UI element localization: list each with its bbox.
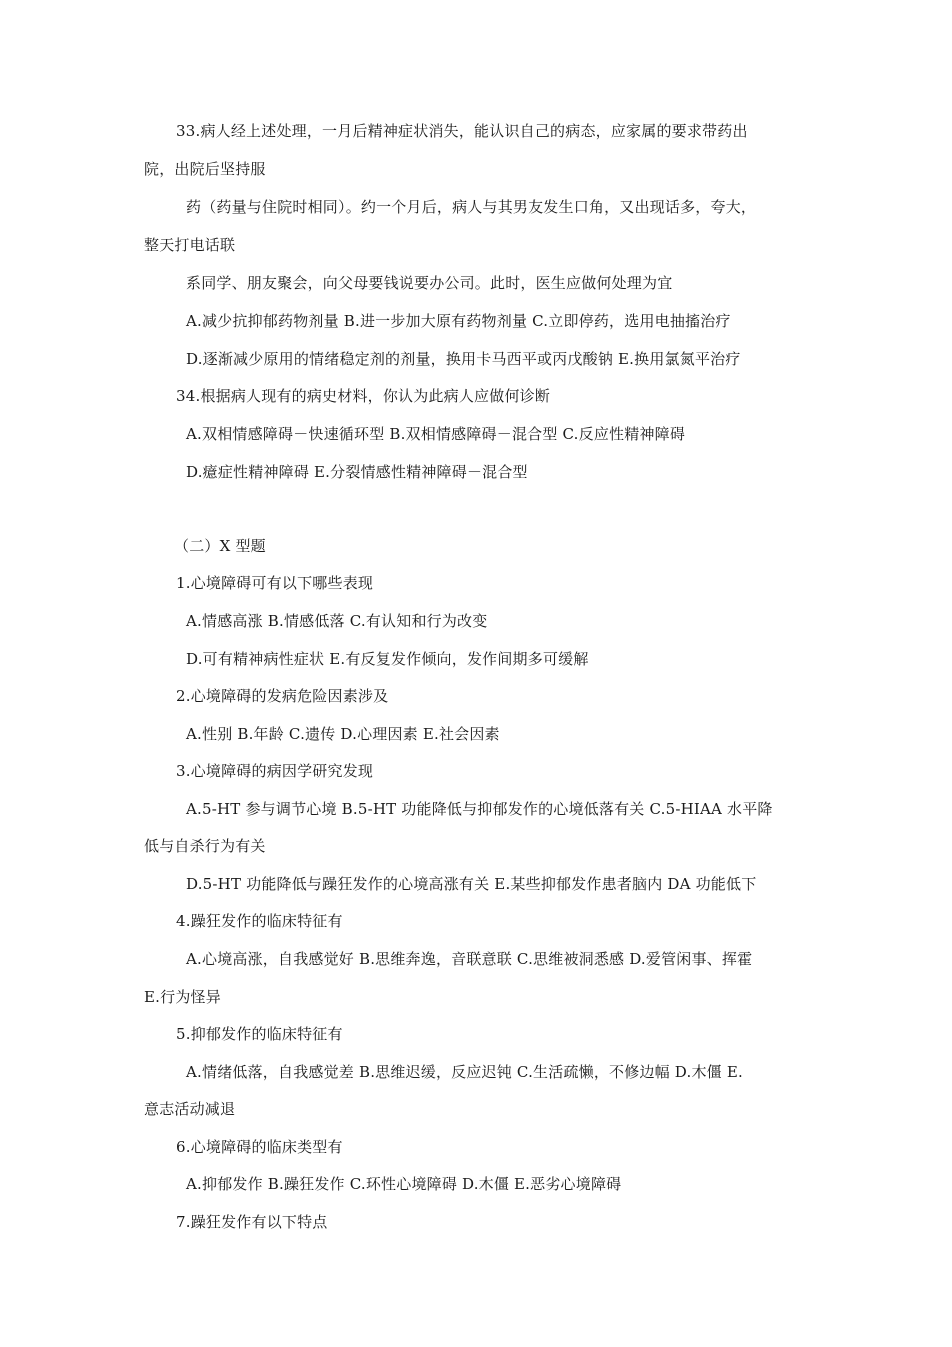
x-question-6-options: A.抑郁发作 B.躁狂发作 C.环性心境障碍 D.木僵 E.恶劣心境障碍 <box>186 1175 622 1193</box>
x-question-4-options-2: E.行为怪异 <box>144 988 221 1006</box>
question-33-line-1: 33.病人经上述处理，一月后精神症状消失，能认识自己的病态，应家属的要求带药出 <box>176 122 748 140</box>
question-33-line-3: 药（药量与住院时相同）。约一个月后，病人与其男友发生口角，又出现话多，夸大， <box>186 198 757 216</box>
x-question-1: 1.心境障碍可有以下哪些表现 <box>176 574 374 592</box>
question-33-line-5: 系同学、朋友聚会，向父母要钱说要办公司。此时，医生应做何处理为宜 <box>186 274 673 292</box>
question-33-line-2: 院，出院后坚持服 <box>144 160 266 178</box>
x-question-4: 4.躁狂发作的临床特征有 <box>176 912 343 930</box>
x-question-3-options-2: 低与自杀行为有关 <box>144 837 266 855</box>
question-34-options-1: A.双相情感障碍－快速循环型 B.双相情感障碍－混合型 C.反应性精神障碍 <box>186 425 686 443</box>
x-question-5: 5.抑郁发作的临床特征有 <box>176 1025 343 1043</box>
question-33-line-4: 整天打电话联 <box>144 236 236 254</box>
x-question-3: 3.心境障碍的病因学研究发现 <box>176 762 374 780</box>
x-question-5-options-2: 意志活动减退 <box>144 1100 236 1118</box>
x-question-7: 7.躁狂发作有以下特点 <box>176 1213 328 1231</box>
section-heading-x-type: （二）X 型题 <box>174 537 266 555</box>
x-question-5-options-1: A.情绪低落，自我感觉差 B.思维迟缓，反应迟钝 C.生活疏懒，不修边幅 D.木僵 E. <box>186 1063 743 1081</box>
x-question-1-options-1: A.情感高涨 B.情感低落 C.有认知和行为改变 <box>186 612 488 630</box>
x-question-1-options-2: D.可有精神病性症状 E.有反复发作倾向，发作间期多可缓解 <box>186 650 589 668</box>
question-34-options-2: D.癔症性精神障碍 E.分裂情感性精神障碍－混合型 <box>186 463 528 481</box>
question-34: 34.根据病人现有的病史材料，你认为此病人应做何诊断 <box>176 387 551 405</box>
x-question-3-options-1: A.5-HT 参与调节心境 B.5-HT 功能降低与抑郁发作的心境低落有关 C.5-HIAA 水平降 <box>186 800 773 818</box>
question-33-options-1: A.减少抗抑郁药物剂量 B.进一步加大原有药物剂量 C.立即停药，选用电抽搐治疗 <box>186 312 731 330</box>
question-33-options-2: D.逐渐减少原用的情绪稳定剂的剂量，换用卡马西平或丙戊酸钠 E.换用氯氮平治疗 <box>186 350 741 368</box>
x-question-2-options: A.性别 B.年龄 C.遗传 D.心理因素 E.社会因素 <box>186 725 500 743</box>
x-question-4-options-1: A.心境高涨，自我感觉好 B.思维奔逸，音联意联 C.思维被洞悉感 D.爱管闲事、挥霍 <box>186 950 753 968</box>
x-question-2: 2.心境障碍的发病危险因素涉及 <box>176 687 389 705</box>
x-question-6: 6.心境障碍的临床类型有 <box>176 1138 343 1156</box>
x-question-3-options-3: D.5-HT 功能降低与躁狂发作的心境高涨有关 E.某些抑郁发作患者脑内 DA 功能低下 <box>186 875 757 893</box>
